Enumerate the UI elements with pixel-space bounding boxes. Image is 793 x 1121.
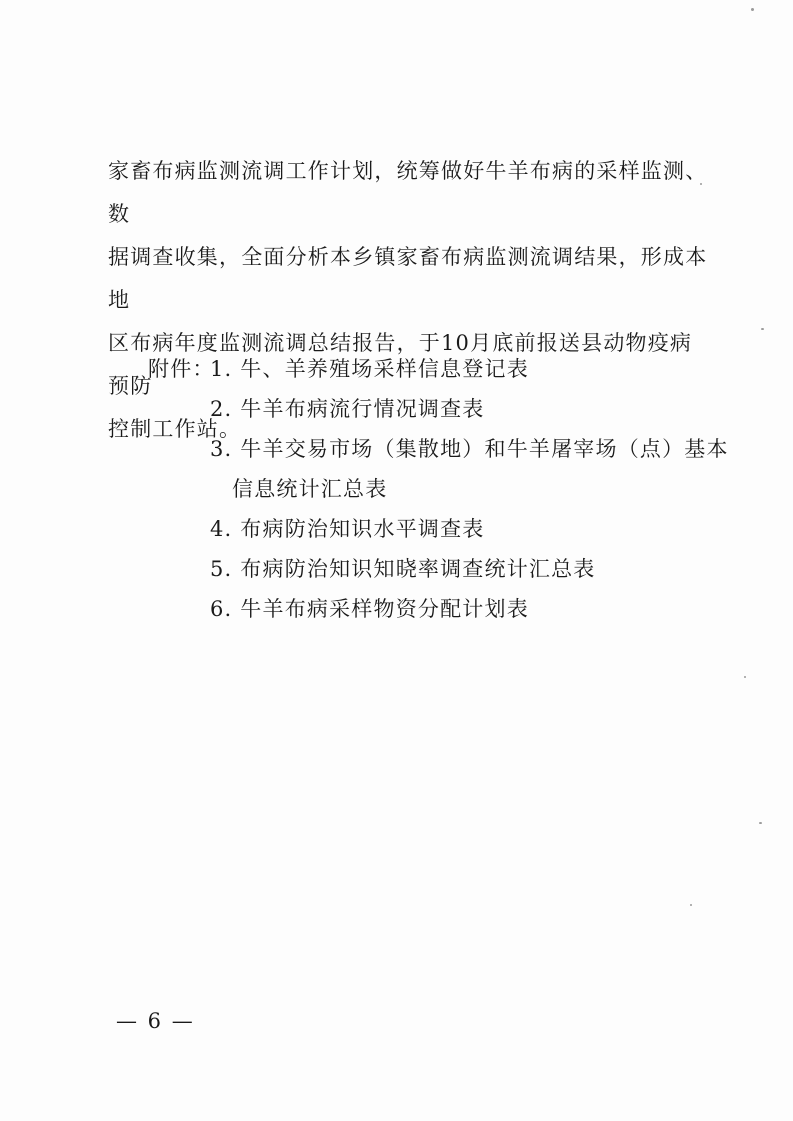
attachment-row-6 [148,589,708,629]
body-line-3: 区布病年度监测流调总结报告，于10月底前报送县动物疫病预防 [108,331,693,398]
body-line-4: 控制工作站。 [108,417,242,441]
body-line-2: 据调查收集，全面分析本乡镇家畜布病监测流调结果，形成本地 [108,245,708,312]
attachment-row-4 [148,509,708,549]
scan-speck [751,8,754,11]
scan-speck [761,328,764,330]
attachment-item-5: 5. 布病防治知识知晓率调查统计汇总表 [210,557,596,581]
attachment-row-3 [148,429,729,469]
attachment-row-2 [148,389,708,429]
attachments-label: 附件： [148,357,215,381]
body-line-1: 家畜布病监测流调工作计划，统筹做好牛羊布病的采样监测、数 [108,159,708,226]
scan-speck [690,904,692,906]
scan-speck [700,183,702,185]
attachment-item-4: 4. 布病防治知识水平调查表 [210,517,485,541]
attachments-list [148,349,729,629]
attachment-row-5 [148,549,708,589]
attachment-row-1 [148,349,708,389]
scan-speck [744,676,746,678]
attachment-item-3-continuation: 信息统计汇总表 [232,477,388,501]
attachment-item-3: 3. 牛羊交易市场（集散地）和牛羊屠宰场（点）基本 [210,437,729,461]
attachment-item-1: 1. 牛、羊养殖场采样信息登记表 [210,357,529,381]
page-number: — 6 — [116,1009,195,1033]
attachment-item-6: 6. 牛羊布病采样物资分配计划表 [210,597,529,621]
scan-speck [759,822,762,824]
attachment-item-2: 2. 牛羊布病流行情况调查表 [210,397,485,421]
